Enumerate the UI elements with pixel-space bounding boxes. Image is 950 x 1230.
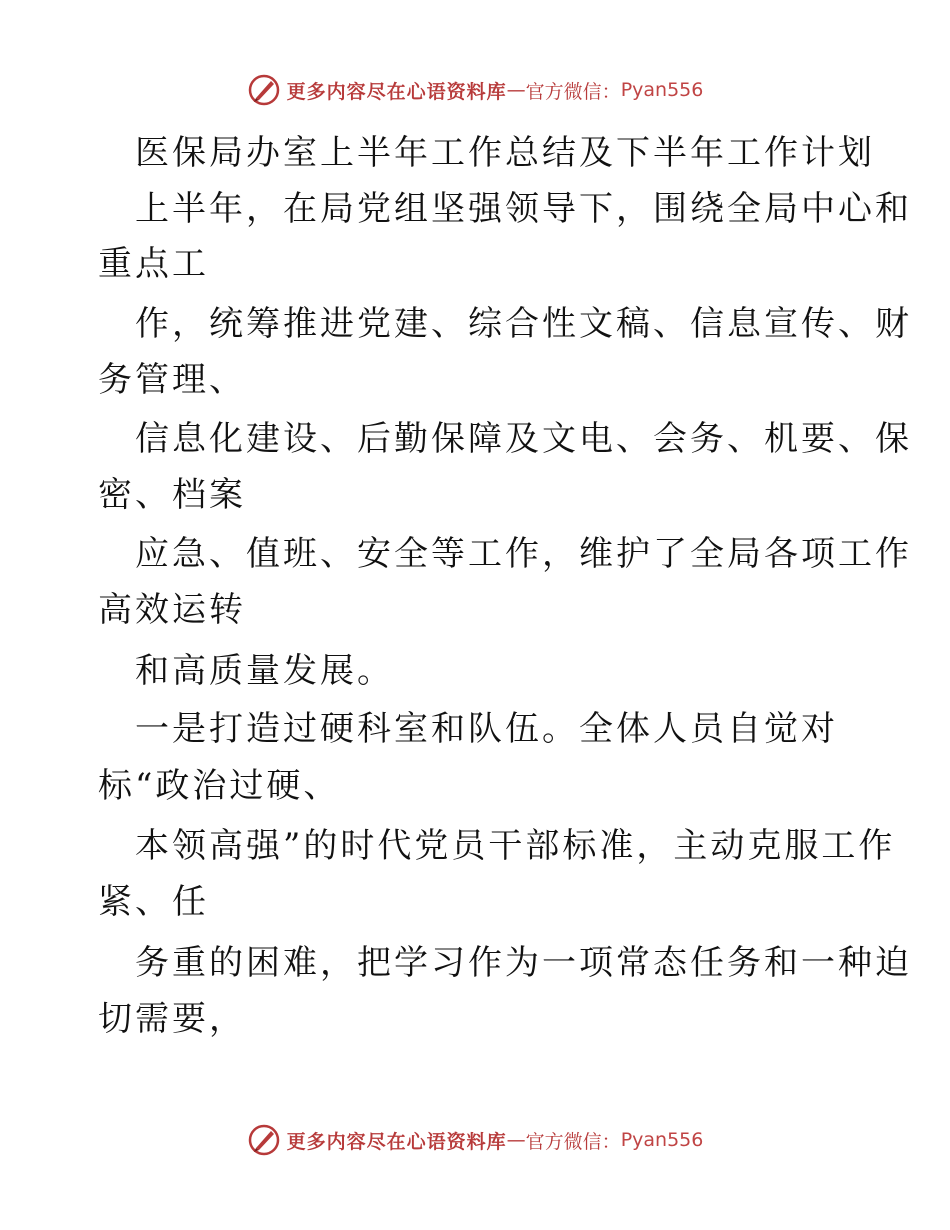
quill-logo-icon bbox=[247, 1123, 281, 1157]
banner-site-name: 更多内容尽在心语资料库 bbox=[286, 1130, 507, 1153]
paragraph-line: 一是打造过硬科室和队伍。全体人员自觉对 bbox=[135, 709, 838, 749]
paragraph-line: 标“政治过硬、 bbox=[98, 766, 341, 806]
paragraph-line: 信息化建设、后勤保障及文电、会务、机要、保 bbox=[135, 419, 912, 459]
paragraph-line: 切需要， bbox=[98, 999, 246, 1039]
paragraph-line: 和高质量发展。 bbox=[135, 651, 394, 691]
paragraph-line: 紧、任 bbox=[98, 882, 209, 922]
paragraph-line: 务重的困难，把学习作为一项常态任务和一种迫 bbox=[135, 943, 912, 983]
document-title: 医保局办室上半年工作总结及下半年工作计划 bbox=[135, 133, 875, 173]
paragraph-line: 本领高强”的时代党员干部标准，主动克服工作 bbox=[135, 826, 896, 866]
paragraph-line: 作，统筹推进党建、综合性文稿、信息宣传、财 bbox=[135, 304, 912, 344]
banner-dash: — bbox=[506, 79, 526, 101]
paragraph-line: 密、档案 bbox=[98, 475, 246, 515]
paragraph-line: 重点工 bbox=[98, 244, 209, 284]
banner-wechat-label: 官方微信： bbox=[525, 80, 621, 103]
quill-logo-icon bbox=[247, 73, 281, 107]
banner-wechat-id: Pyan556 bbox=[620, 1129, 704, 1151]
paragraph-line: 应急、值班、安全等工作，维护了全局各项工作 bbox=[135, 534, 912, 574]
banner-dash: — bbox=[506, 1129, 526, 1151]
header-watermark-banner bbox=[0, 70, 950, 110]
paragraph-line: 上半年，在局党组坚强领导下，围绕全局中心和 bbox=[135, 189, 912, 229]
paragraph-line: 高效运转 bbox=[98, 590, 246, 630]
banner-wechat-id: Pyan556 bbox=[620, 79, 704, 101]
banner-wechat-label: 官方微信： bbox=[525, 1130, 621, 1153]
paragraph-line: 务管理、 bbox=[98, 360, 246, 400]
footer-watermark-banner bbox=[0, 1120, 950, 1160]
banner-site-name: 更多内容尽在心语资料库 bbox=[286, 80, 507, 103]
